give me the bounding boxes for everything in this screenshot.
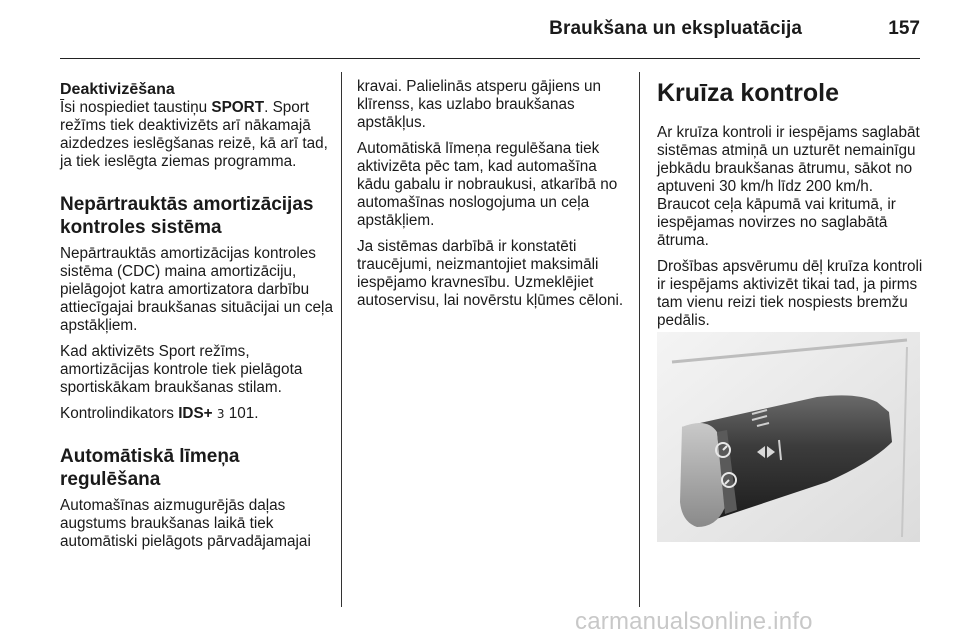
deactivation-text-end: . Sport režīms tiek deaktivizēts arī nākamajā aizdedzes ieslēgšanas reizē, kā arī tad, ja tiek ieslēgta ziemas programma.: [60, 99, 328, 170]
indicator-page-ref: 101.: [224, 405, 259, 422]
ids-plus-label: IDS+: [178, 405, 213, 422]
page-reference-arrow-icon: 3: [216, 407, 225, 421]
load-paragraph: kravai. Palielinās atsperu gājiens un klīrenss, kas uzlabo braukšanas apstākļus.: [357, 78, 602, 131]
cruise-paragraph-1: Ar kruīza kontroli ir iespējams saglabāt sistēmas atmiņā un uzturēt nemainīgu jebkādu braukšanas ātrumu, sākot no aptuveni 30 km/h līdz 200 km/h. Braucot ceļa kāpumā vai kritumā, ir iespējamas novirzes no saglabātā ātruma.: [657, 124, 920, 249]
watermark: carmanualsonline.info: [575, 608, 813, 635]
auto-level-paragraph: Automašīnas aizmugurējās daļas augstums braukšanas laikā tiek automātiski pielāgots pārvadājamajai: [60, 497, 311, 550]
activation-paragraph: Automātiskā līmeņa regulēšana tiek aktivizēta pēc tam, kad automašīna kādu gabalu ir nobraukusi, atkarībā no automašīnas noslogojuma un ceļa apstākļiem.: [357, 140, 618, 229]
indicator-text: Kontrolindikators: [60, 405, 179, 422]
column-divider-2: [639, 72, 640, 607]
deactivation-text: [60, 99, 335, 171]
cruise-control-stalk-illustration: [657, 332, 920, 542]
column-1: [60, 80, 335, 559]
indicator-reference: [60, 405, 335, 423]
deactivation-text-start: Īsi nospiediet taustiņu: [60, 99, 212, 116]
cruise-control-heading: Kruīza kontrole: [657, 79, 839, 107]
column-divider-1: [341, 72, 342, 607]
fault-paragraph: Ja sistēmas darbībā ir konstatēti traucējumi, neizmantojiet maksimāli iespējamo kravnesību. Uzmeklējiet autoservisu, lai novērstu kļūmes cēloni.: [357, 238, 624, 309]
header-rule: [60, 58, 920, 59]
page-header-title: Braukšana un ekspluatācija: [549, 18, 802, 39]
auto-level-heading: Automātiskā līmeņa regulēšana: [60, 446, 240, 490]
cdc-paragraph-1: Nepārtrauktās amortizācijas kontroles sistēma (CDC) maina amortizāciju, pielāgojot katra amortizatora darbību attiecīgajai braukšanas situācijai un ceļa apstākļiem.: [60, 245, 333, 334]
column-3: [657, 78, 925, 338]
deactivation-heading: Deaktivizēšana: [60, 81, 175, 98]
cruise-paragraph-2: Drošības apsvērumu dēļ kruīza kontroli ir iespējams aktivizēt tikai tad, ja pirms tam vienu reizi tiek nospiests bremžu pedālis.: [657, 258, 923, 329]
cdc-paragraph-2: Kad aktivizēts Sport režīms, amortizācijas kontrole tiek pielāgota sportiskākam braukšanas stilam.: [60, 343, 303, 396]
page-number: 157: [888, 18, 920, 39]
cdc-heading: Nepārtrauktās amortizācijas kontroles sistēma: [60, 194, 314, 238]
sport-key-label: SPORT: [211, 99, 265, 116]
column-2: [357, 78, 625, 318]
